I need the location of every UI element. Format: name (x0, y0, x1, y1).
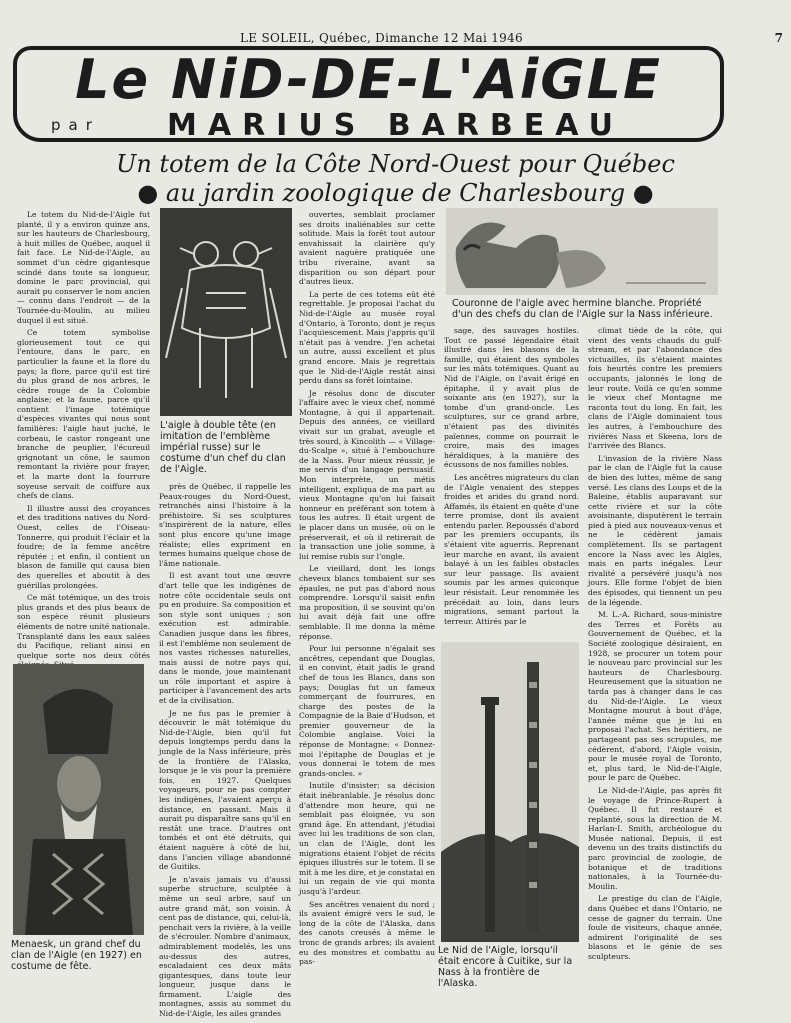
paragraph: ouvertes, semblait proclamer ses droits inaliénables sur cette solitude. Mais la forêt tout autour envahissait la clairière qu'y avaient naguère pratiquée une tribu riveraine, avant sa disparition ou son départ pour d'autres lieux. (299, 210, 435, 287)
paragraph: Il illustre aussi des croyances et des traditions natives du Nord-Ouest, celles de l'Oiseau-Tonnerre, qui produit l'éclair et la foudre; de la femme ancêtre réputée ; et enfin, il contient un blason de famille qui causa bien des querelles et aboutit à des guérillas prolongées. (17, 503, 150, 590)
eagle-crown-icon (446, 208, 718, 295)
column-4 (444, 326, 579, 638)
paragraph: Pour lui personne n'égalait ses ancêtres, cependant que Douglas, il en convint, était jadis le grand chef de tous les Blancs, dans son pays; Douglas fut un fameux commerçant de fourrures, en charge des postes de la Compagnie de la Baie d'Hudson, et premier gouverneur de la Colombie anglaise. Voici la réponse de Montagne: « Donnez-moi l'épitaphe de Douglas et je vous donnerai le totem de mes grands-oncles. » (299, 644, 435, 778)
headline (0, 150, 791, 208)
nest-totem-photo (441, 642, 579, 942)
masthead: LE SOLEIL, Québec, Dimanche 12 Mai 1946 (240, 31, 523, 45)
column-3 (299, 210, 435, 1012)
chief-caption: Menaesk, un grand chef du clan de l'Aigle (en 1927) en costume de fête. (11, 939, 142, 972)
paragraph: Ce mât totémique, un des trois plus grands et des plus beaux de son espèce réunit plusieurs éléments de notre unité nationale. Transplanté dans les eaux salées du Pacifique, reliant ainsi en quelque sorte nos deux côtés (17, 593, 150, 660)
chief-figure-icon (13, 664, 144, 935)
paragraph: Je ne fus pas le premier à découvrir le mât totémique du Nid-de-l'Aigle, bien qu'il fut depuis longtemps perdu dans la jungle de la Nass inférieure, près de la frontière de l'Alaska, lorsque je le vis pour la première fois, en 1927. Quelques voyageurs, pour ne pas compter les indigènes, l'avaient aperçu à distance, en passant. Mais il aurait pu disparaître sans qu'il en restât une trace. D'autres ont tombés et ont été détruits, qui étaient naguère à côté de lui, dans l'ancien village abandonné de Guitiks. (159, 708, 291, 872)
chief-photo (13, 664, 144, 935)
headline-line1: Un totem de la Côte Nord-Ouest pour Québec (116, 150, 675, 178)
column-5 (588, 326, 722, 1012)
double-headed-eagle-icon (160, 208, 292, 416)
page-number: 7 (774, 31, 783, 45)
eagle-costume-photo (160, 208, 292, 416)
paragraph: Le totem du Nid-de-l'Aigle fut planté, il y a environ quinze ans, sur les hauteurs de Charlesbourg, à huit milles de Québec, auquel il fait face. Le Nid-de-l'Aigle, au sommet d'un cèdre gigantesque scindé dans toute sa longueur, domine le parc provincial, qui aurait pu conserver le nom ancien — connu dans l'endroit — de la Tournée-du-Moulin, au milieu duquel il est situé. (17, 210, 150, 325)
paragraph: La perte de ces totems eût été regrettable. Je proposai l'achat du Nid-de-l'Aigle au musée royal d'Ontario, à Toronto, dont je reçus l'acquiescement. Mais j'appris qu'il n'était pas à vendre. J'en achetai un autre, aussi excellent et plus grand encore. Mais je regrettais que le Nid-de-l'Aigle restât ainsi perdu dans sa forêt lointaine. (299, 289, 435, 386)
eagle-crown-photo (446, 208, 718, 295)
title-banner (13, 46, 724, 142)
paragraph: près de Québec, il rappelle les Peaux-rouges du Nord-Ouest, retranchés ainsi l'histoire à la préhistoire. Si ses sculptures s'inspirèrent de la nature, elles sont plus encore qu'une image réaliste; elles expriment en termes humains quelque chose de l'âme nationale. (159, 482, 291, 568)
byline (17, 106, 720, 143)
article-title: Le NiD-DE-L'AiGLE (75, 48, 662, 111)
paragraph: Inutile d'insister; sa décision était inébranlable. Je résolus donc d'attendre mon heure, qui ne semblait pas éloignée, vu son grand âge. En attendant, j'étudiai avec lui les traditions de son clan, un clan de l'Aigle, dont les migrations étaient l'objet de récits épiques illustrés sur le totem. Il se mit à me les dire, et je constatai en lui un regain de vie qui monta jusqu'à l'ardeur. (299, 781, 435, 896)
column-1 (17, 210, 150, 660)
paragraph: Le prestige du clan de l'Aigle, dans Québec et dans l'Ontario, ne cesse de gagner du terrain. Une foule de visiteurs, chaque année, admirent l'originalité de ses blasons et le génie de ses sculpteurs. (588, 894, 722, 961)
nest-caption: Le Nid de l'Aigle, lorsqu'il était encore à Cuitike, sur la Nass à la frontière de l'Alaska. (438, 945, 573, 989)
totem-pole-icon (441, 642, 579, 942)
column-2 (159, 482, 291, 1019)
paragraph: Ce totem symbolise glorieusement tout ce qui l'entoure, dans le parc, en particulier la faune et la flore du pays; la flore, parce qu'il est tiré du plus grand de nos arbres, le cèdre rouge de la Colombie anglaise; et la faune, parce qu'il contient l'image totémique d'espèces vivantes qui nous sont familières: l'aigle haut juché, le corbeau, le castor rongeant une branche de peuplier, l'écureuil grignotant un cône, le saumon remontant la rivière pour frayer, et la marte dont la fourrure soyeuse servait de coiffure aux chefs de clans. (17, 328, 150, 501)
paragraph: Ses ancêtres venaient du nord ; ils avaient émigré vers le sud, le long de la côte de l'Alaska, dans des canots creusés à même le tronc de grands arbres; ils avaient eu des monstres et combattu au pas- (299, 899, 435, 967)
eagle-costume-caption: L'aigle à double tête (en imitation de l'emblème impérial russe) sur le costume d'un chef du clan de l'Aigle. (160, 420, 286, 475)
byline-par: par (51, 116, 100, 134)
paragraph: Il est avant tout une œuvre d'art telle que les indigènes de notre côte occidentale seuls ont pu en produire. Sa composition et son style sont uniques ; son exécution est admirable. Canadien jusque dans les fibres, il est l'emblème non seulement de nos vastes richesses naturelles, mais aussi de notre pays qui, dans le monde, joue maintenant un rôle important et aspire à participer à l'avancement des arts et de la civilisation. (159, 571, 291, 706)
paragraph: Le vieillard, dont les longs cheveux blancs tombaient sur ses épaules, ne put pas d'abord nous comprendre. Lorsqu'il saisit enfin ma proposition, il se souvint qu'on lui avait déjà fait une offre semblable. Il me donna la même réponse. (299, 564, 435, 641)
eagle-crown-caption: Couronne de l'aigle avec hermine blanche. Propriété d'un des chefs du clan de l'Aigle sur la Nass inférieure. (452, 298, 713, 320)
paragraph: Je n'avais jamais vu d'aussi superbe structure, sculptée à même un seul arbre, sauf un autre grand mât, son voisin. À cent pas de distance, qui, celui-là, penchait vers la rivière, à la veille de s'écrouler. Nombre d'animaux, admirablement modelés, les uns au-dessus des autres, escaladaient ces deux mâts gigantesques, dans toute leur longueur, jusque dans le firmament. L'aigle des montagnes, assis au sommet du Nid-de-l'Aigle, les ailes grandes (159, 874, 291, 1019)
headline-line2: ● au jardin zoologique de Charlesbourg ● (137, 179, 654, 207)
author-name: MARIUS BARBEAU (167, 108, 624, 143)
paragraph: Les ancêtres migrateurs du clan de l'Aigle venaient des steppes froides et arides du grand nord. Affamés, ils étaient en quête d'une terre promise, dont ils avaient entendu parler. Repoussés d'abord par les premiers occupants, ils s'étaient vite aguerris. Reprenant leur marche en avant, ils avaient balayé à un les faibles obstacles sur leur passage. Ils avaient soumis par les armes quiconque leur résistait. Leur renommée les précédait au loin, dans leurs migrations, semant partout la terreur. Attirés par le (444, 472, 579, 626)
paragraph: climat tiède de la côte, qui vient des vents chauds du gulf-stream, et par l'abondance des victuailles, ils s'étaient maintes fois heurtés contre les premiers occupants, jalonnés le long de leur route. Voilà ce qu'en somme le vieux chef Montagne me raconta tout du long. En fait, les clans de l'Aigle dominaient tous les autres, à l'embouchure des rivières Nass et Skeena, lors de l'arrivée des Blancs. (588, 326, 722, 451)
paragraph: Le Nid-de-l'Aigle, pas après fit le voyage de Prince-Rupert à Québec. Il fut restauré et replanté, sous la direction de M. Harlan-I. Smith, archéologue du Musée national. Depuis, il est devenu un des traits distinctifs du parc provincial de zoologie, de botanique et de traditions nationales, à la Tournée-du-Moulin. (588, 785, 722, 891)
paragraph: sage, des sauvages hostiles. Tout ce passé légendaire était illustré dans les blasons de la famille, qui étaient des symboles sur les mâts totémiques. Quant au Nid de l'Aigle, on l'avait érigé en épitaphe, il y avait plus de soixante ans (en 1927), sur la tombe d'un grand-oncle. Les sculptures, sur ce grand arbre, n'étaient pas des divinités païennes, comme on pourrait le croire, mais des images héraldiques, à la manière des écussons de nos familles nobles. (444, 326, 579, 470)
paragraph: L'invasion de la rivière Nass par le clan de l'Aigle fut la cause de bien des luttes, même de sang versé. Les clans des Loups et de la Baleine, établis auparavant sur cette rivière et sur la côte avoisinante, disputèrent le terrain pied à pied aux nouveaux-venus et ne le cédèrent jamais complètement. Ils se partagent encore la Nass avec les Aigles, mais en parts inégales. Leur rivalité a persévéré jusqu'à nos jours. Elle forme l'objet de bien des épisodes, qui tiennent un peu de la légende. (588, 453, 722, 607)
paragraph: Je résolus donc de discuter l'affaire avec le vieux chef, nommé Montagne, à qui il appartenait. Depuis des années, ce vieillard vivait sur un grabat, aveugle et très sourd, à Kincolith — « Village-du-Scalpe », situé à l'embouchure de la Nass. Pour mieux réussir, je me servis d'un langage persuasif. Mon interprète, un métis intelligent, expliqua de ma part au vieux Montagne qu'on lui faisait honneur en préférant son totem à tous les autres. Il était urgent de le placer dans un musée, où on le préserverait, et où il retirerait de la transaction une jolie somme, à lui remise rubis sur l'ongle. (299, 388, 435, 561)
paragraph: M. L.-A. Richard, sous-ministre des Terres et Forêts au Gouvernement de Québec, et la Société zoologique désiraient, en 1928, se procurer un totem pour le nouveau parc provincial sur les hauteurs de Charlesbourg. Heureusement que la situation ne tarda pas à changer dans le cas du Nid-de-l'Aigle. Le vieux Montagne mourut à bout d'âge, l'année même que je lui en proposai l'achat. Ses héritiers, ne partageant pas ses scrupules, me cédèrent, d'abord, l'Aigle voisin, pour le musée royal de Toronto, et, plus tard, le Nid-de-l'Aigle, pour le parc de Québec. (588, 610, 722, 783)
